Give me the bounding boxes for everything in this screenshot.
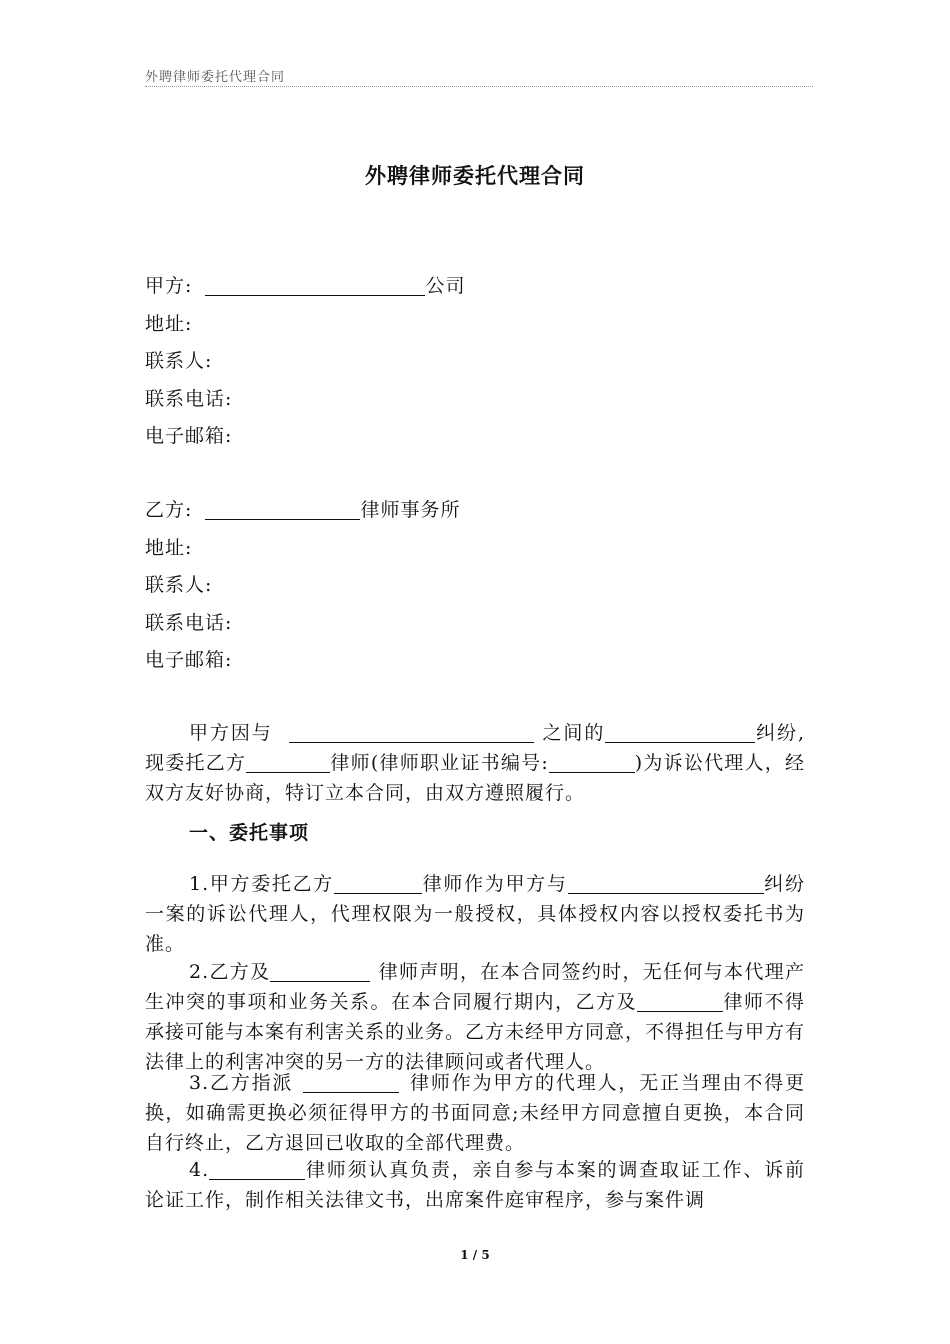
item-4-text-1: 4. (189, 1159, 210, 1181)
section-1-item-4 (145, 1155, 805, 1215)
section-1-item-3 (145, 1068, 805, 1158)
item-2-text-2: 律师声明，在本合同签约时，无任何与本代理产生冲突的事项和业务关系。在本合同履行期内，乙方及 (145, 961, 805, 1013)
section-1-item-1 (145, 869, 805, 959)
party-a-address: 地址: (145, 312, 193, 335)
section-1-item-2 (145, 957, 805, 1077)
intro-paragraph (145, 718, 805, 808)
document-title: 外聘律师委托代理合同 (365, 164, 585, 188)
item-2-blank-2 (637, 989, 723, 1012)
intro-text-4: 律师(律师职业证书编号: (330, 752, 549, 774)
party-a-email: 电子邮箱: (145, 425, 233, 447)
item-1-text-3: 纠纷一案的诉讼代理人，代理权限为一般授权，具体授权内容以授权委托书为准。 (145, 873, 805, 955)
item-1-blank-2 (568, 871, 764, 894)
page-header (145, 66, 813, 87)
item-4-text-2: 律师须认真负责，亲自参与本案的调查取证工作、诉前论证工作，制作相关法律文书，出席案件庭审程序，参与案件调 (145, 1159, 805, 1211)
item-1-text-1: 1.甲方委托乙方 (189, 873, 334, 895)
intro-blank-4 (549, 750, 635, 773)
item-2-text-3: 律师不得承接可能与本案有利害关系的业务。乙方未经甲方同意，不得担任与甲方有法律上的利害冲突的另一方的法律顾问或者代理人。 (145, 991, 806, 1073)
item-3-blank-1 (303, 1070, 399, 1093)
intro-blank-3 (246, 750, 330, 773)
intro-text-1: 甲方因与 (189, 722, 273, 744)
intro-blank-1 (289, 720, 534, 743)
party-b-address: 地址: (145, 536, 193, 559)
party-b-contact: 联系人: (145, 574, 213, 596)
party-a-name-line (145, 268, 825, 306)
party-b-suffix: 律师事务所 (360, 499, 461, 521)
party-a-label: 甲方: (145, 275, 193, 297)
intro-blank-2 (605, 720, 755, 743)
party-b-phone: 联系电话: (145, 611, 233, 634)
party-b-label: 乙方: (145, 499, 193, 521)
item-3-text-2: 律师作为甲方的代理人，无正当理由不得更换，如确需更换必须征得甲方的书面同意;未经甲方同意擅自更换，本合同自行终止，乙方退回已收取的全部代理费。 (145, 1072, 805, 1154)
party-a-contact: 联系人: (145, 350, 213, 372)
party-a-block (145, 268, 825, 456)
intro-text-5: )为诉讼代理人，经双方友好协商，特订立本合同，由双方遵照履行。 (145, 752, 805, 804)
intro-text-2: 之间的 (541, 722, 606, 744)
party-b-block (145, 492, 825, 680)
party-a-suffix: 公司 (425, 275, 466, 297)
item-3-text-1: 3.乙方指派 (189, 1072, 294, 1094)
item-2-blank-1 (270, 959, 370, 982)
section-1-title: 一、委托事项 (189, 822, 310, 844)
item-4-blank-1 (209, 1157, 305, 1180)
party-a-phone: 联系电话: (145, 387, 233, 410)
intro-text-3: 纠纷,现委托乙方 (145, 722, 805, 774)
page-number: 1 / 5 (460, 1248, 490, 1262)
item-2-text-1: 2.乙方及 (189, 961, 271, 983)
party-b-name-line (145, 492, 825, 530)
party-b-blank (205, 497, 360, 520)
header-text: 外聘律师委托代理合同 (145, 70, 286, 85)
item-1-text-2: 律师作为甲方与 (422, 873, 568, 895)
item-1-blank-1 (334, 871, 422, 894)
party-b-email: 电子邮箱: (145, 649, 233, 671)
party-a-blank (205, 273, 425, 296)
